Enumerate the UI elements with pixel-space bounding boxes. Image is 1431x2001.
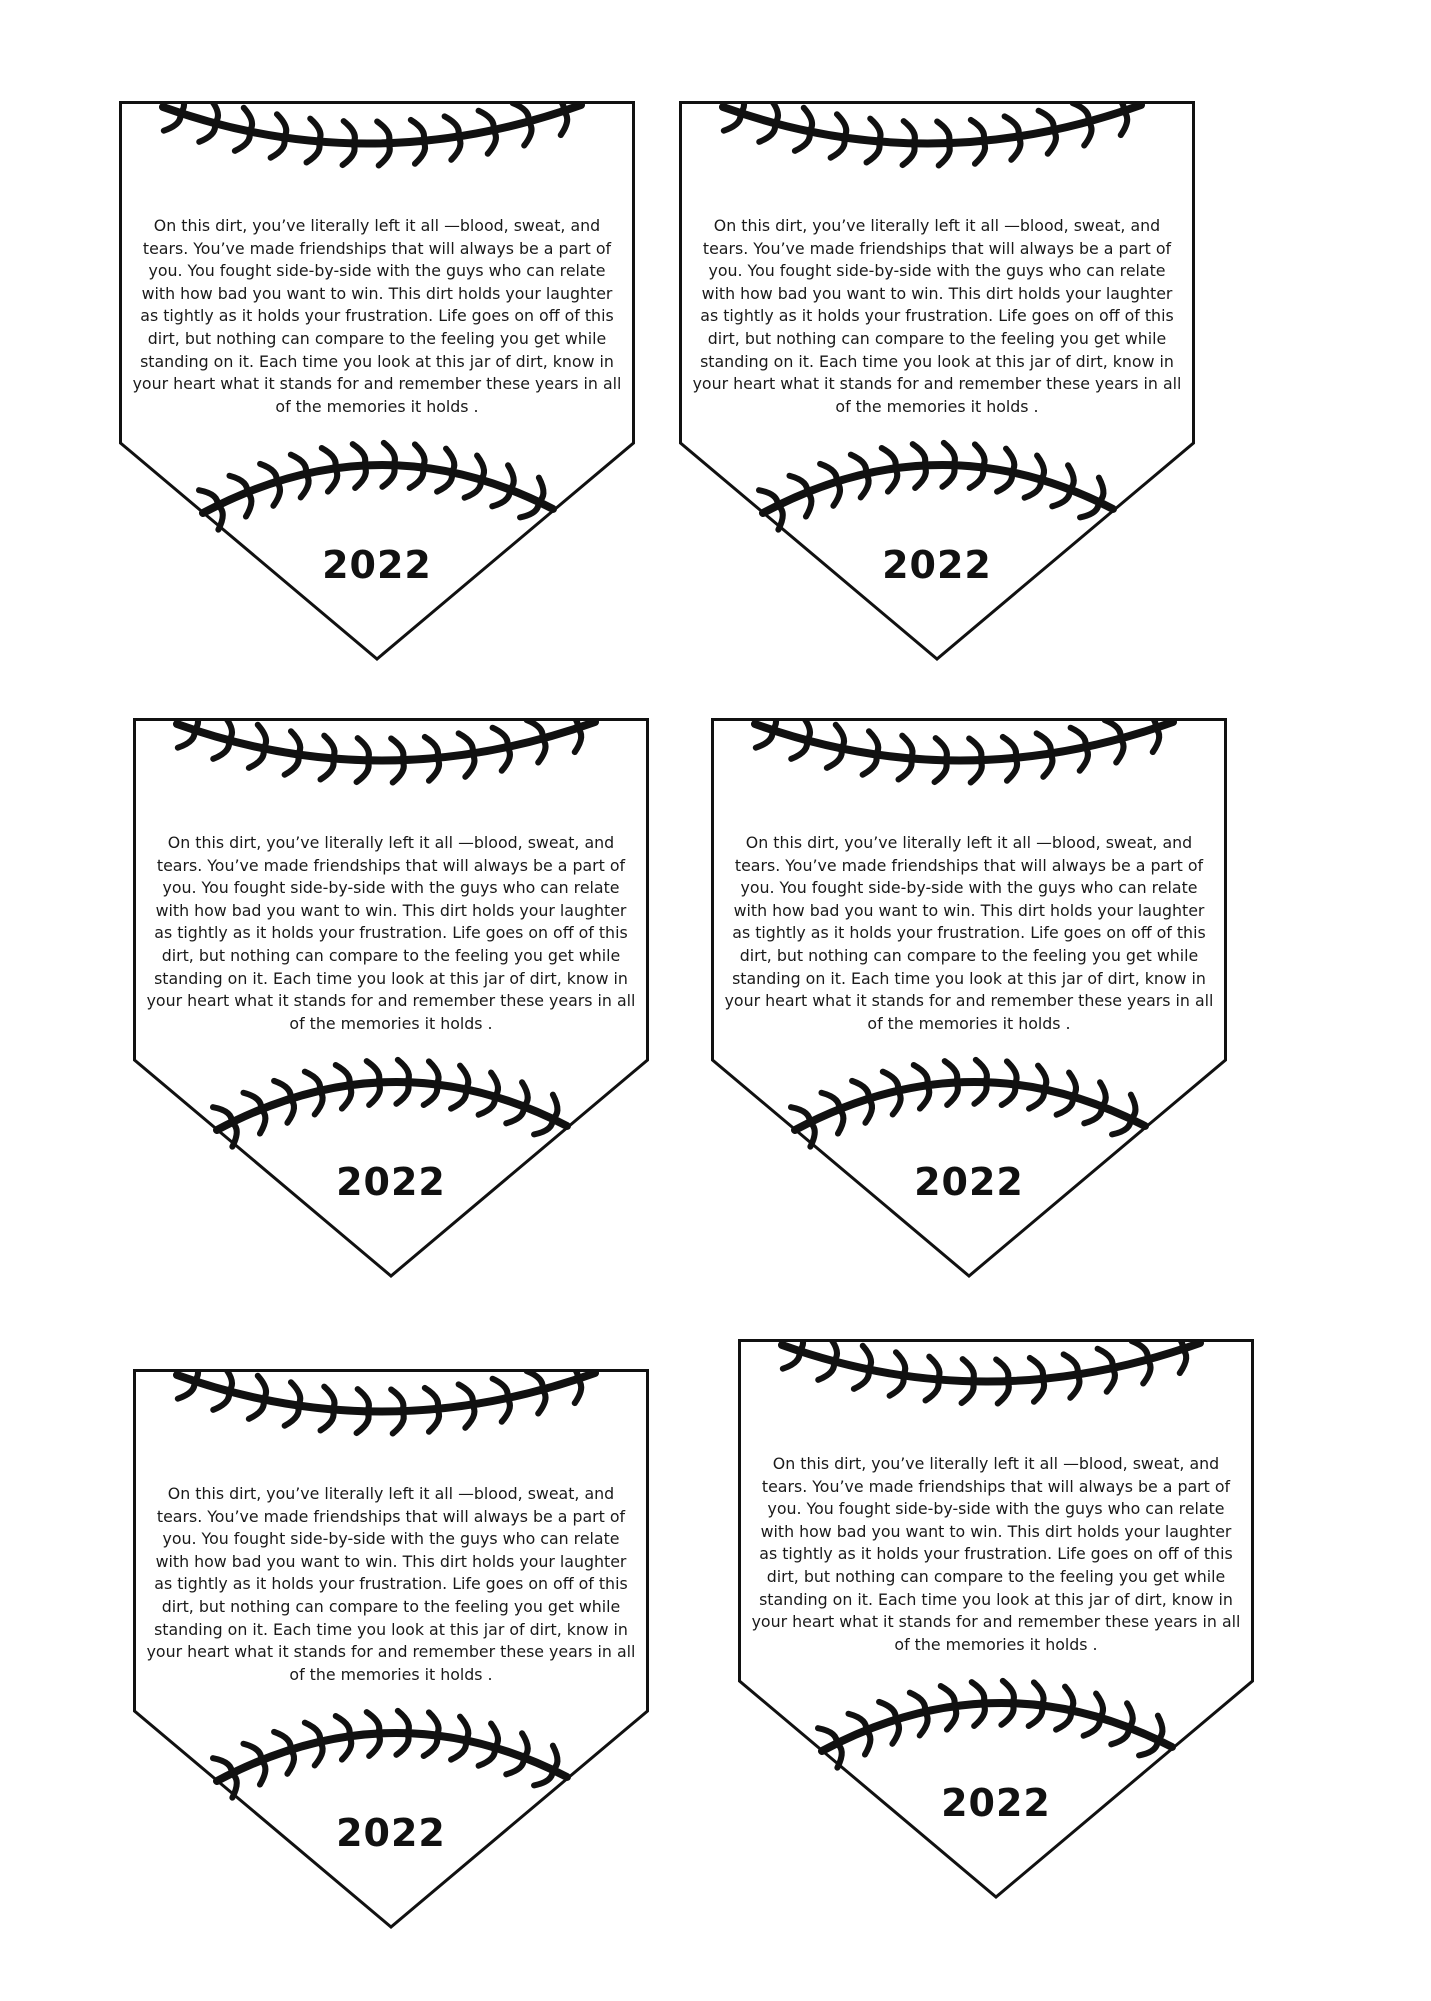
card-year: 2022 <box>322 543 432 587</box>
card-message: On this dirt, you’ve literally left it all —blood, sweat, and tears. You’ve made friendships that will always be a part of you. You fought side-by-side with the guys who can relate with how bad you want to win. This dirt holds your laughter as tightly as it holds your frustration. Life goes on off of this dirt, but nothing can compare to the feeling you get while standing on it. Each time you look at this jar of dirt, know in your heart what it stands for and remember these years in all of the memories it holds . <box>724 833 1214 1033</box>
home-plate-card-4 <box>711 718 1227 1278</box>
home-plate-card-5 <box>133 1369 649 1929</box>
card-year: 2022 <box>336 1811 446 1855</box>
home-plate-card-3 <box>133 718 649 1278</box>
card-year: 2022 <box>941 1781 1051 1825</box>
card-message: On this dirt, you’ve literally left it all —blood, sweat, and tears. You’ve made friendships that will always be a part of you. You fought side-by-side with the guys who can relate with how bad you want to win. This dirt holds your laughter as tightly as it holds your frustration. Life goes on off of this dirt, but nothing can compare to the feeling you get while standing on it. Each time you look at this jar of dirt, know in your heart what it stands for and remember these years in all of the memories it holds . <box>146 1484 636 1684</box>
card-message: On this dirt, you’ve literally left it all —blood, sweat, and tears. You’ve made friendships that will always be a part of you. You fought side-by-side with the guys who can relate with how bad you want to win. This dirt holds your laughter as tightly as it holds your frustration. Life goes on off of this dirt, but nothing can compare to the feeling you get while standing on it. Each time you look at this jar of dirt, know in your heart what it stands for and remember these years in all of the memories it holds . <box>751 1454 1241 1654</box>
card-message: On this dirt, you’ve literally left it all —blood, sweat, and tears. You’ve made friendships that will always be a part of you. You fought side-by-side with the guys who can relate with how bad you want to win. This dirt holds your laughter as tightly as it holds your frustration. Life goes on off of this dirt, but nothing can compare to the feeling you get while standing on it. Each time you look at this jar of dirt, know in your heart what it stands for and remember these years in all of the memories it holds . <box>146 833 636 1033</box>
home-plate-card-1 <box>119 101 635 661</box>
home-plate-card-2 <box>679 101 1195 661</box>
card-message: On this dirt, you’ve literally left it all —blood, sweat, and tears. You’ve made friendships that will always be a part of you. You fought side-by-side with the guys who can relate with how bad you want to win. This dirt holds your laughter as tightly as it holds your frustration. Life goes on off of this dirt, but nothing can compare to the feeling you get while standing on it. Each time you look at this jar of dirt, know in your heart what it stands for and remember these years in all of the memories it holds . <box>132 216 622 416</box>
card-year: 2022 <box>914 1160 1024 1204</box>
card-message: On this dirt, you’ve literally left it all —blood, sweat, and tears. You’ve made friendships that will always be a part of you. You fought side-by-side with the guys who can relate with how bad you want to win. This dirt holds your laughter as tightly as it holds your frustration. Life goes on off of this dirt, but nothing can compare to the feeling you get while standing on it. Each time you look at this jar of dirt, know in your heart what it stands for and remember these years in all of the memories it holds . <box>692 216 1182 416</box>
card-year: 2022 <box>882 543 992 587</box>
home-plate-card-6 <box>738 1339 1254 1899</box>
card-year: 2022 <box>336 1160 446 1204</box>
